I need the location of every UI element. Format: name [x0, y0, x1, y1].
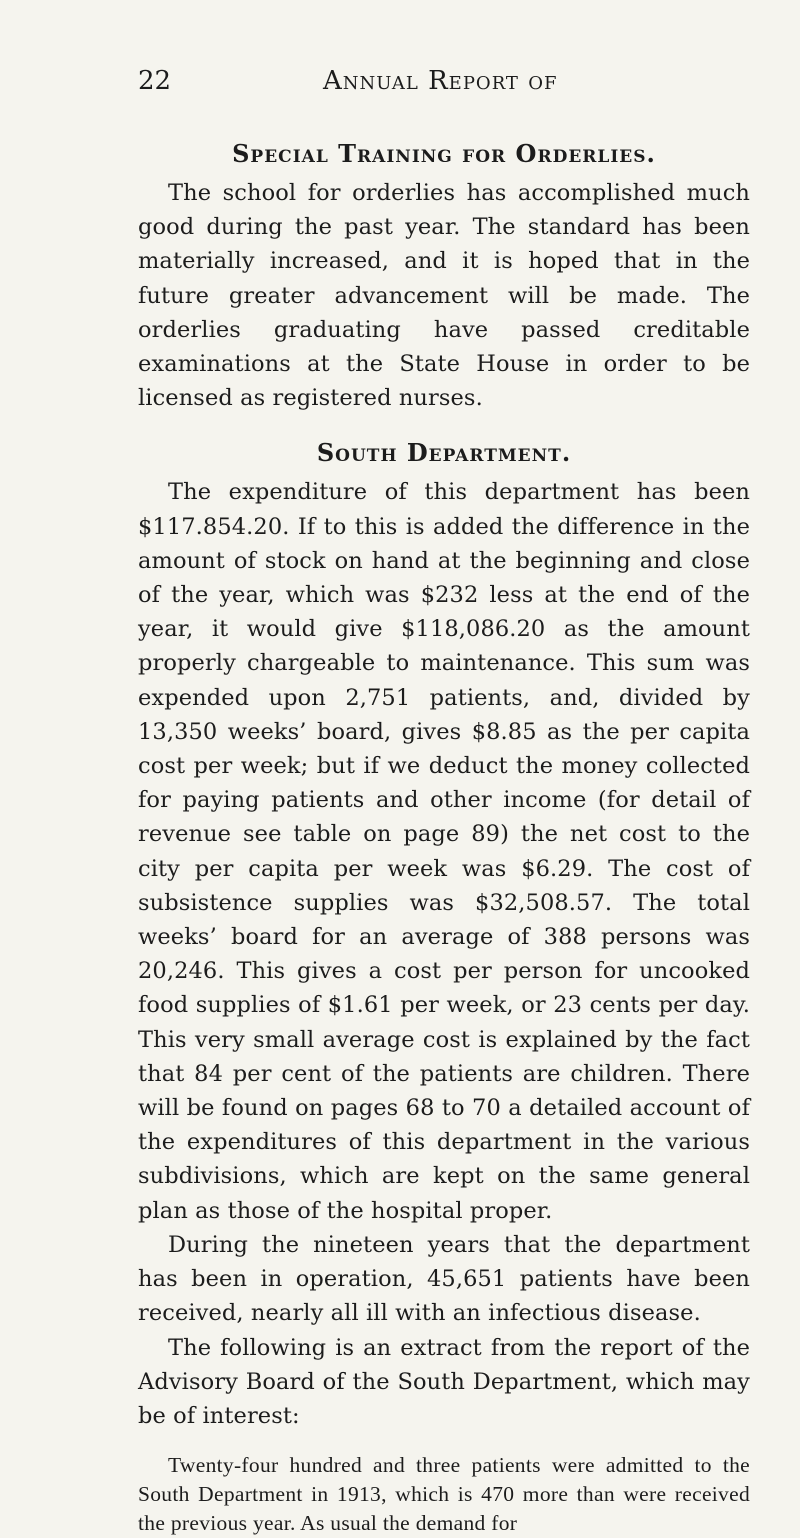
running-title: Annual Report of [323, 66, 558, 96]
section-heading-south-department: South Department. [316, 438, 572, 468]
paragraph-operation-history: During the nineteen years that the department has been in operation, 45,651 patients have been received, nearly all ill with an infectious disease. [138, 1231, 750, 1327]
paragraph-advisory-intro: The following is an extract from the report of the Advisory Board of the South Department, which may be of interest: [138, 1334, 750, 1429]
running-head [138, 66, 658, 106]
section-heading-orderlies: Special Training for Orderlies. [232, 139, 656, 168]
paragraph-expenditure: The expenditure of this department has been $117.854.20. If to this is added the difference in the amount of stock on hand at the beginning and close of the year, which was $232 less at the end of the year, it would give $118,086.20 as the amount properly chargeable to maintenance. This sum was expended upon 2,751 patients, and, divided by 13,350 weeks’ board, gives $8.85 as the per capita cost per week; but if we deduct the money collected for paying patients and other income (for detail of revenue see table on page 89) the net cost to the city per capita per week was $6.29. The cost of subsistence supplies was $32,508.57. The total weeks’ board for an average of 388 persons was 20,246. This gives a cost per person for uncooked food supplies of $1.61 per week, or 23 cents per day. This very small average cost is explained by the fact that 84 per cent of the patients are children. There will be found on pages 68 to 70 a detailed account of the expenditures of this department in the various subdivisions, which are kept on the same general plan as those of the hospital proper. [138, 479, 750, 1224]
body-text [138, 138, 750, 1538]
paragraph-orderlies: The school for orderlies has accomplished much good during the past year. The standard has been materially increased, and it is hoped that in the future greater advancement will be made. The orderlies graduating have passed creditable examinations at the State House in order to be licensed as registered nurses. [138, 180, 750, 412]
page-number: 22 [138, 66, 172, 96]
section-gap [138, 415, 750, 437]
quoted-extract: Twenty-four hundred and three patients were admitted to the South Department in 1913, which is 470 more than were received the previous year. As usual the demand for [138, 1453, 750, 1536]
